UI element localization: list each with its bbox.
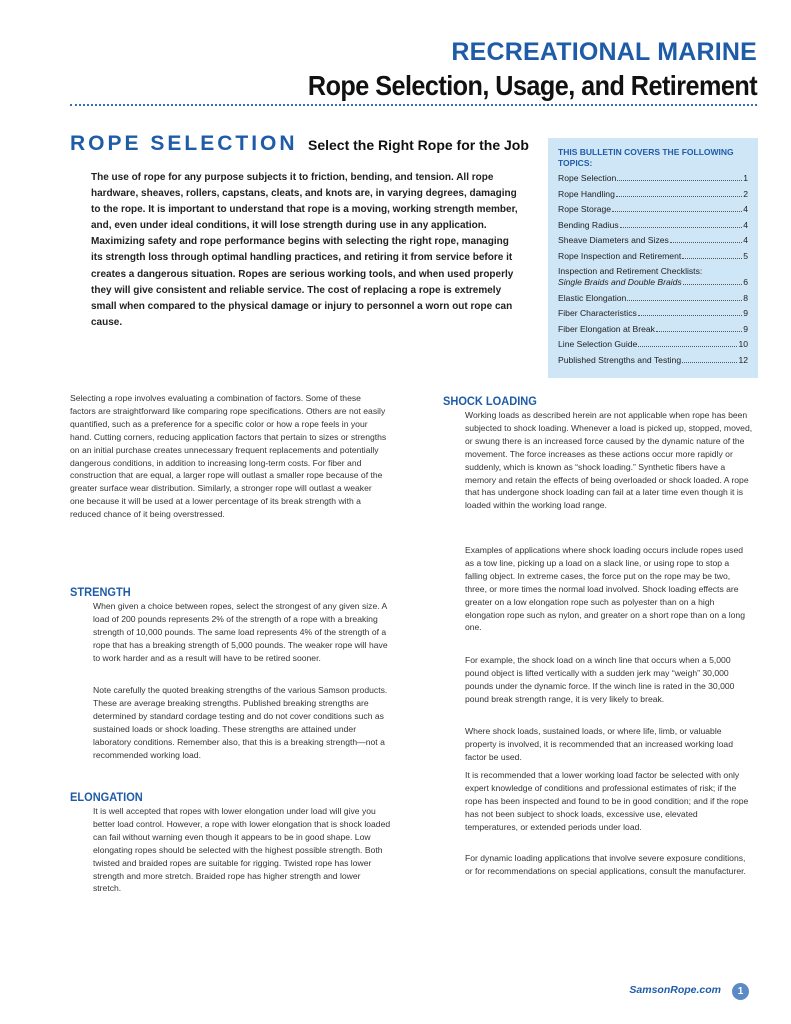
toc-leader [638,346,737,347]
toc-item-label: Fiber Elongation at Break [558,323,655,334]
footer-website-link[interactable]: SamsonRope.com [629,984,721,996]
toc-item-label: Rope Inspection and Retirement [558,250,682,261]
header-divider [70,104,757,106]
toc-leader [616,196,742,197]
toc-item-sheave-diameters[interactable] [558,235,748,246]
toc-item-page: 4 [743,219,748,230]
toc-leader [682,362,737,363]
toc-item-page: 12 [738,355,748,366]
toc-item-label: Rope Selection [558,173,617,183]
toc-item-page: 10 [738,339,748,350]
toc-item-rope-inspection[interactable] [558,251,748,262]
toc-item-rope-handling[interactable] [558,189,748,200]
toc-item-label: Rope Storage [558,204,612,215]
toc-item-label: Rope Handling [558,188,615,199]
elongation-paragraph: It is well accepted that ropes with lower elongation under load will give you better load control. However, a rope with lower elongation that is shock loaded can fail without warning even though it appears to be in good shape. Low elongating ropes should be selected with the highest possible strength. Both twisted and braided ropes are suitable for rigging. Twisted rope has lower strength and more stretch. Braided rope has higher strength and lower stretch. [93,806,391,894]
elongation-heading: ELONGATION [70,790,143,804]
toc-leader [682,258,742,259]
toc-leader [683,284,742,285]
toc-item-label: Published Strengths and Testing [558,355,682,366]
toc-item-page: 4 [743,204,748,215]
toc-leader [627,300,742,301]
toc-item-rope-storage[interactable] [558,204,748,215]
selecting-paragraph: Selecting a rope involves evaluating a combination of factors. Some of these factors are straightforward like comparing rope specifications. Others are not easily quantified, such as a preference for a specific color or how a rope feels in your hand. Cutting corners, reducing application factors that pertain to sizes or strengths on an initial purchase creates unnecessary frequent replacements and potentially dangerous conditions, in addition to increasing long-term costs. For fiber and construction that are equal, a larger rope will outlast a smaller rope because of the greater surface wear distribution. Similarly, a stronger rope will outlast a weaker one because it will be used at a lower percentage of its break strength with a reduced chance of it being overstressed. [70,393,387,520]
toc-leader [612,211,742,212]
toc-item-fiber-elongation[interactable] [558,324,748,335]
toc-item-page: 9 [743,308,748,319]
toc-heading: THIS BULLETIN COVERS THE FOLLOWING TOPICS: [558,147,734,168]
shock-paragraph-3: For example, the shock load on a winch line that occurs when a 5,000 pound object is lifted vertically with a sudden jerk may “weigh” 30,000 pounds under the dynamic force. If the winch line is rated in the 30,000 pound break strength range, it is very likely to break. [465,655,735,704]
toc-item-page: 2 [743,188,748,199]
page-number-badge: 1 [732,983,749,1000]
toc-item-label-secondary: Single Braids and Double Braids [558,277,682,288]
section-heading [70,132,529,156]
table-of-contents [548,138,758,378]
toc-leader [620,227,743,228]
strength-paragraph-2: Note carefully the quoted breaking strengths of the various Samson products. These are average breaking strengths. Published breaking strengths are determined by standard cordage testing and do not cover conditions such as sustained loads or shock loading. These strengths are attained under laboratory conditions. Remember also, that this is a breaking strength—not a recommended working load. [93,685,388,760]
toc-item-checklists[interactable] [558,266,748,288]
toc-item-fiber-characteristics[interactable] [558,308,748,319]
toc-leader [656,331,742,332]
toc-item-rope-selection[interactable] [558,173,748,184]
toc-item-page: 9 [743,323,748,334]
toc-leader [617,180,742,181]
strength-paragraph-1: When given a choice between ropes, select the strongest of any given size. A load of 200 pounds represents 2% of the strength of a rope with a breaking strength of 10,000 pounds. The same load represents 4% of the strength of a rope that has a breaking strength of 5,000 pounds. The weaker rope will have to work harder and as a result will have to be retired sooner. [93,601,388,663]
page-title: Rope Selection, Usage, and Retirement [307,70,757,101]
toc-item-page: 1 [743,173,748,183]
toc-item-label: Elastic Elongation [558,292,627,303]
toc-item-bending-radius[interactable] [558,220,748,231]
toc-item-elastic-elongation[interactable] [558,293,748,304]
toc-item-label: Fiber Characteristics [558,308,637,319]
toc-item-label: Inspection and Retirement Checklists: [558,266,703,277]
shock-paragraph-6: For dynamic loading applications that involve severe exposure conditions, or for recommendations on special applications, consult the manufacturer. [465,853,746,876]
shock-paragraph-2: Examples of applications where shock loading occurs include ropes used as a tow line, picking up a load on a slack line, or using rope to stop a falling object. In extreme cases, the force put on the rope may be two, three, or more times the normal load involved. Shock loading effects are greater on a low elongation rope such as polyester than on a high elongation rope such as nylon, and greater on a short rope than on a long one. [465,545,745,633]
toc-item-page: 4 [743,235,748,246]
shock-loading-heading: SHOCK LOADING [443,394,537,408]
toc-item-published-strengths[interactable] [558,355,748,366]
section-subtitle: Select the Right Rope for the Job [307,137,529,153]
toc-leader [638,315,742,316]
shock-paragraph-1: Working loads as described herein are not applicable when rope has been subjected to shock loading. Whenever a load is picked up, stopped, moved, or swung there is an increased force caused by the dynamic nature of the movement. The force increases as these actions occur more rapidly or suddenly, which is known as “shock loading.” Synthetic fibers have a memory and retain the effects of being overloaded or shock loaded. A rope that has undergone shock loading can fail at a later time even though it is loaded within the working load range. [465,410,753,511]
toc-leader [670,242,742,243]
toc-item-page: 5 [743,250,748,261]
toc-item-label: Bending Radius [558,219,619,230]
section-title: ROPE SELECTION [70,132,298,155]
toc-item-page: 6 [743,277,748,288]
toc-item-label: Line Selection Guide [558,339,638,350]
brand-title: RECREATIONAL MARINE [451,38,757,66]
shock-paragraph-4: Where shock loads, sustained loads, or where life, limb, or valuable property is involved, it is recommended that an increased working load factor be used. [465,726,733,762]
shock-paragraph-5: It is recommended that a lower working load factor be selected with only expert knowledge of conditions and professional estimates of risk; if the rope has been inspected and found to be in good condition; and if the rope has not been subject to shock loads, excessive use, elevated temperatures, or extended periods under load. [465,770,749,832]
toc-item-page: 8 [743,292,748,303]
toc-item-label: Sheave Diameters and Sizes [558,235,669,246]
strength-heading: STRENGTH [70,585,131,599]
toc-item-line-selection-guide[interactable] [558,339,748,350]
intro-paragraph: The use of rope for any purpose subjects it to friction, bending, and tension. All rope hardware, sheaves, rollers, capstans, cleats, and knots are, in varying degrees, damaging to the rope. It is important to understand that rope is a moving, working strength member, and, even under ideal conditions, it will lose strength during use in any application. Maximizing safety and rope performance begins with selecting the right rope, managing its strength loss through optimal handling practices, and retiring it from service before it creates a dangerous situation. Ropes are serious working tools, and when used properly they will give consistent and reliable service. The cost of replacing a rope is extremely small when compared to the physical damage or injury to personnel a worn out rope can cause. [91,172,518,328]
